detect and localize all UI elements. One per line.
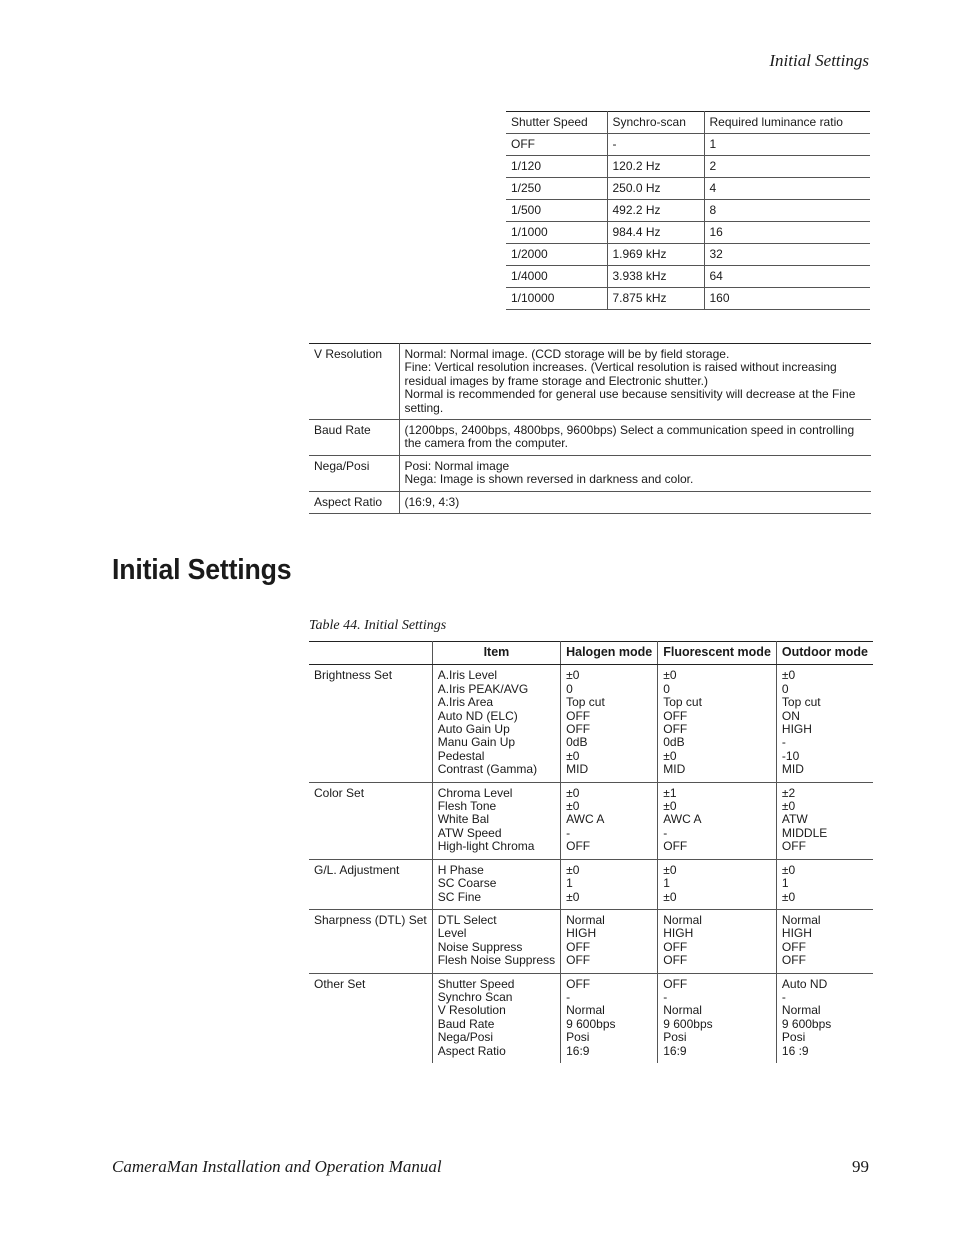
fluorescent-values xyxy=(658,665,777,782)
table-cell: 1 xyxy=(704,134,870,156)
setting-value: OFF xyxy=(781,839,806,854)
table-cell: 64 xyxy=(704,266,870,288)
setting-value: 0 xyxy=(663,681,670,696)
setting-value: - xyxy=(781,989,786,1004)
item-list xyxy=(432,782,560,859)
setting-value: AWC A xyxy=(663,812,702,827)
setting-value: OFF xyxy=(663,939,688,954)
column-header: Outdoor mode xyxy=(776,642,873,665)
setting-value: 9 600bps xyxy=(663,1016,713,1031)
table-row xyxy=(309,973,873,1063)
setting-value: HIGH xyxy=(781,722,812,737)
setting-value: 1 xyxy=(566,876,573,891)
item-list xyxy=(432,859,560,909)
setting-value: - xyxy=(781,735,786,750)
setting-description xyxy=(399,420,871,456)
setting-value: ±0 xyxy=(781,799,796,814)
setting-value: AWC A xyxy=(566,812,605,827)
setting-value: ±0 xyxy=(663,889,677,904)
item-name: DTL Select xyxy=(437,912,497,927)
halogen-values xyxy=(561,859,658,909)
item-name: H Phase xyxy=(437,862,484,877)
table-row xyxy=(506,288,870,310)
setting-value: ±0 xyxy=(663,748,677,763)
setting-value: Top cut xyxy=(781,695,821,710)
setting-value: MID xyxy=(663,762,686,777)
table-cell: 1/4000 xyxy=(506,266,607,288)
item-name: Contrast (Gamma) xyxy=(437,762,538,777)
setting-value: - xyxy=(663,989,668,1004)
group-name: G/L. Adjustment xyxy=(309,859,432,909)
setting-value: 0dB xyxy=(663,735,685,750)
setting-value: 16 :9 xyxy=(781,1043,809,1058)
fluorescent-values xyxy=(658,782,777,859)
setting-value: ±0 xyxy=(566,889,580,904)
setting-value: MIDDLE xyxy=(781,825,828,840)
setting-value: ±0 xyxy=(566,748,580,763)
halogen-values xyxy=(561,782,658,859)
table-row xyxy=(309,665,873,782)
setting-value: OFF xyxy=(566,839,591,854)
settings-description-table xyxy=(309,343,871,514)
setting-value: Normal xyxy=(781,912,821,927)
table-cell: 120.2 Hz xyxy=(607,156,704,178)
item-name: A.Iris Level xyxy=(437,668,498,683)
item-list xyxy=(432,973,560,1063)
item-name: Level xyxy=(437,926,467,941)
outdoor-values xyxy=(776,859,873,909)
setting-value: ±0 xyxy=(566,862,580,877)
setting-value: OFF xyxy=(566,976,591,991)
item-name: Synchro Scan xyxy=(437,989,513,1004)
setting-value: ±0 xyxy=(663,799,677,814)
setting-value: OFF xyxy=(663,839,688,854)
item-name: Auto ND (ELC) xyxy=(437,708,518,723)
table-row xyxy=(506,266,870,288)
column-header xyxy=(309,642,432,665)
setting-value: ON xyxy=(781,708,800,723)
initial-settings-body xyxy=(309,665,873,1063)
setting-value: 9 600bps xyxy=(566,1016,616,1031)
table-cell: 160 xyxy=(704,288,870,310)
item-name: Noise Suppress xyxy=(437,939,523,954)
setting-value: ±0 xyxy=(566,785,580,800)
initial-settings-table xyxy=(309,641,873,1063)
table-cell: 32 xyxy=(704,244,870,266)
column-header: Shutter Speed xyxy=(506,112,607,134)
setting-value: 1 xyxy=(781,876,789,891)
column-header: Fluorescent mode xyxy=(658,642,777,665)
setting-value: ±0 xyxy=(781,862,796,877)
table-row xyxy=(309,909,873,973)
outdoor-values xyxy=(776,973,873,1063)
setting-value: OFF xyxy=(566,722,591,737)
table-cell: 250.0 Hz xyxy=(607,178,704,200)
item-name: White Bal xyxy=(437,812,490,827)
table-row xyxy=(309,859,873,909)
group-name: Brightness Set xyxy=(309,665,432,782)
table-row xyxy=(506,134,870,156)
group-name: Color Set xyxy=(309,782,432,859)
table-cell: 984.4 Hz xyxy=(607,222,704,244)
setting-value: Normal xyxy=(781,1003,821,1018)
setting-value: OFF xyxy=(566,953,591,968)
item-name: V Resolution xyxy=(437,1003,506,1018)
setting-value: 9 600bps xyxy=(781,1016,832,1031)
running-head: Initial Settings xyxy=(769,51,869,70)
item-name: Manu Gain Up xyxy=(437,735,516,750)
setting-value: Auto ND xyxy=(781,976,828,991)
outdoor-values xyxy=(776,665,873,782)
item-name: SC Coarse xyxy=(437,876,497,891)
fluorescent-values xyxy=(658,909,777,973)
table-cell: 4 xyxy=(704,178,870,200)
table-cell: 492.2 Hz xyxy=(607,200,704,222)
description-line: Normal: Normal image. (CCD storage will be by field storage. xyxy=(404,347,730,361)
item-name: Chroma Level xyxy=(437,785,513,800)
setting-value: OFF xyxy=(663,976,688,991)
setting-value: Normal xyxy=(663,1003,702,1018)
table-header-row xyxy=(506,112,870,134)
shutter-speed-table xyxy=(506,111,870,310)
setting-value: OFF xyxy=(663,953,688,968)
item-name: A.Iris PEAK/AVG xyxy=(437,681,529,696)
item-name: Pedestal xyxy=(437,748,485,763)
table-caption: Table 44. Initial Settings xyxy=(309,618,447,633)
table-row xyxy=(309,491,871,513)
description-line: Normal is recommended for general use because sensitivity will decrease at the Fine setting. xyxy=(404,387,856,415)
setting-value: MID xyxy=(566,762,589,777)
outdoor-values xyxy=(776,782,873,859)
setting-value: Top cut xyxy=(566,695,605,710)
fluorescent-values xyxy=(658,859,777,909)
column-header: Synchro-scan xyxy=(607,112,704,134)
setting-value: OFF xyxy=(781,953,806,968)
table-row xyxy=(309,782,873,859)
table-cell: 16 xyxy=(704,222,870,244)
description-line: Fine: Vertical resolution increases. (Vertical resolution is raised without increasing residual images by frame storage and Electronic shutter.) xyxy=(404,360,837,388)
setting-value: Posi xyxy=(566,1030,590,1045)
setting-value: Top cut xyxy=(663,695,702,710)
table-cell: 8 xyxy=(704,200,870,222)
item-name: Shutter Speed xyxy=(437,976,515,991)
setting-value: 16:9 xyxy=(566,1043,590,1058)
group-name: Sharpness (DTL) Set xyxy=(309,909,432,973)
setting-value: OFF xyxy=(663,708,688,723)
setting-value: - xyxy=(566,825,571,840)
setting-value: Posi xyxy=(663,1030,687,1045)
column-header: Halogen mode xyxy=(561,642,658,665)
table-cell: 1/1000 xyxy=(506,222,607,244)
setting-value: 0 xyxy=(566,681,573,696)
table-row xyxy=(506,244,870,266)
setting-value: HIGH xyxy=(663,926,694,941)
setting-label: Nega/Posi xyxy=(309,455,399,491)
setting-description xyxy=(399,455,871,491)
table-cell: OFF xyxy=(506,134,607,156)
setting-label: Aspect Ratio xyxy=(309,491,399,513)
item-name: Auto Gain Up xyxy=(437,722,510,737)
table-row xyxy=(309,344,871,420)
item-name: Aspect Ratio xyxy=(437,1043,506,1058)
fluorescent-values xyxy=(658,973,777,1063)
setting-value: ATW xyxy=(781,812,808,827)
item-list xyxy=(432,665,560,782)
table-row xyxy=(309,420,871,456)
footer-manual-title: CameraMan Installation and Operation Manual xyxy=(112,1157,442,1176)
description-line: Posi: Normal image xyxy=(404,458,510,473)
outdoor-values xyxy=(776,909,873,973)
setting-label: V Resolution xyxy=(309,344,399,420)
section-title: Initial Settings xyxy=(112,554,292,586)
setting-value: 0 xyxy=(781,681,789,696)
setting-value: HIGH xyxy=(566,926,597,941)
setting-label: Baud Rate xyxy=(309,420,399,456)
setting-value: 0dB xyxy=(566,735,588,750)
table-row xyxy=(506,200,870,222)
item-name: Flesh Tone xyxy=(437,799,497,814)
table-cell: 1.969 kHz xyxy=(607,244,704,266)
setting-value: OFF xyxy=(663,722,688,737)
setting-value: ±0 xyxy=(566,668,580,683)
setting-value: -10 xyxy=(781,748,800,763)
item-list xyxy=(432,909,560,973)
setting-value: OFF xyxy=(566,939,591,954)
setting-value: ±0 xyxy=(566,799,580,814)
description-line: (16:9, 4:3) xyxy=(404,494,460,509)
table-cell: 1/120 xyxy=(506,156,607,178)
setting-value: Posi xyxy=(781,1030,806,1045)
setting-value: Normal xyxy=(566,912,605,927)
table-cell: 1/250 xyxy=(506,178,607,200)
table-cell: - xyxy=(607,134,704,156)
setting-value: ±0 xyxy=(663,668,677,683)
item-name: Flesh Noise Suppress xyxy=(437,953,556,968)
table-cell: 2 xyxy=(704,156,870,178)
setting-value: 1 xyxy=(663,876,670,891)
description-line: Nega: Image is shown reversed in darkness and color. xyxy=(404,472,694,487)
setting-value: - xyxy=(663,825,668,840)
halogen-values xyxy=(561,909,658,973)
setting-value: ±0 xyxy=(781,668,796,683)
setting-description xyxy=(399,344,871,420)
description-line: (1200bps, 2400bps, 4800bps, 9600bps) Select a communication speed in controlling the camera from the computer. xyxy=(404,423,855,451)
halogen-values xyxy=(561,665,658,782)
item-name: ATW Speed xyxy=(437,825,502,840)
table-row xyxy=(309,455,871,491)
setting-value: Normal xyxy=(663,912,702,927)
page-number: 99 xyxy=(852,1157,869,1176)
table-cell: 7.875 kHz xyxy=(607,288,704,310)
table-cell: 3.938 kHz xyxy=(607,266,704,288)
setting-value: OFF xyxy=(566,708,591,723)
table-row xyxy=(506,156,870,178)
table-cell: 1/2000 xyxy=(506,244,607,266)
setting-value: MID xyxy=(781,762,804,777)
table-row xyxy=(506,178,870,200)
halogen-values xyxy=(561,973,658,1063)
item-name: Nega/Posi xyxy=(437,1030,494,1045)
setting-description xyxy=(399,491,871,513)
item-name: A.Iris Area xyxy=(437,695,494,710)
table-header-row xyxy=(309,642,873,665)
setting-value: ±1 xyxy=(663,785,677,800)
item-name: Baud Rate xyxy=(437,1016,495,1031)
setting-value: ±0 xyxy=(781,889,796,904)
setting-value: ±2 xyxy=(781,785,796,800)
setting-value: HIGH xyxy=(781,926,812,941)
column-header: Item xyxy=(432,642,560,665)
item-name: High-light Chroma xyxy=(437,839,535,854)
table-cell: 1/10000 xyxy=(506,288,607,310)
setting-value: OFF xyxy=(781,939,806,954)
column-header: Required luminance ratio xyxy=(704,112,870,134)
table-row xyxy=(506,222,870,244)
setting-value: 16:9 xyxy=(663,1043,687,1058)
group-name: Other Set xyxy=(314,976,366,991)
setting-value: ±0 xyxy=(663,862,677,877)
setting-value: Normal xyxy=(566,1003,605,1018)
setting-value: - xyxy=(566,989,571,1004)
item-name: SC Fine xyxy=(437,889,482,904)
table-cell: 1/500 xyxy=(506,200,607,222)
